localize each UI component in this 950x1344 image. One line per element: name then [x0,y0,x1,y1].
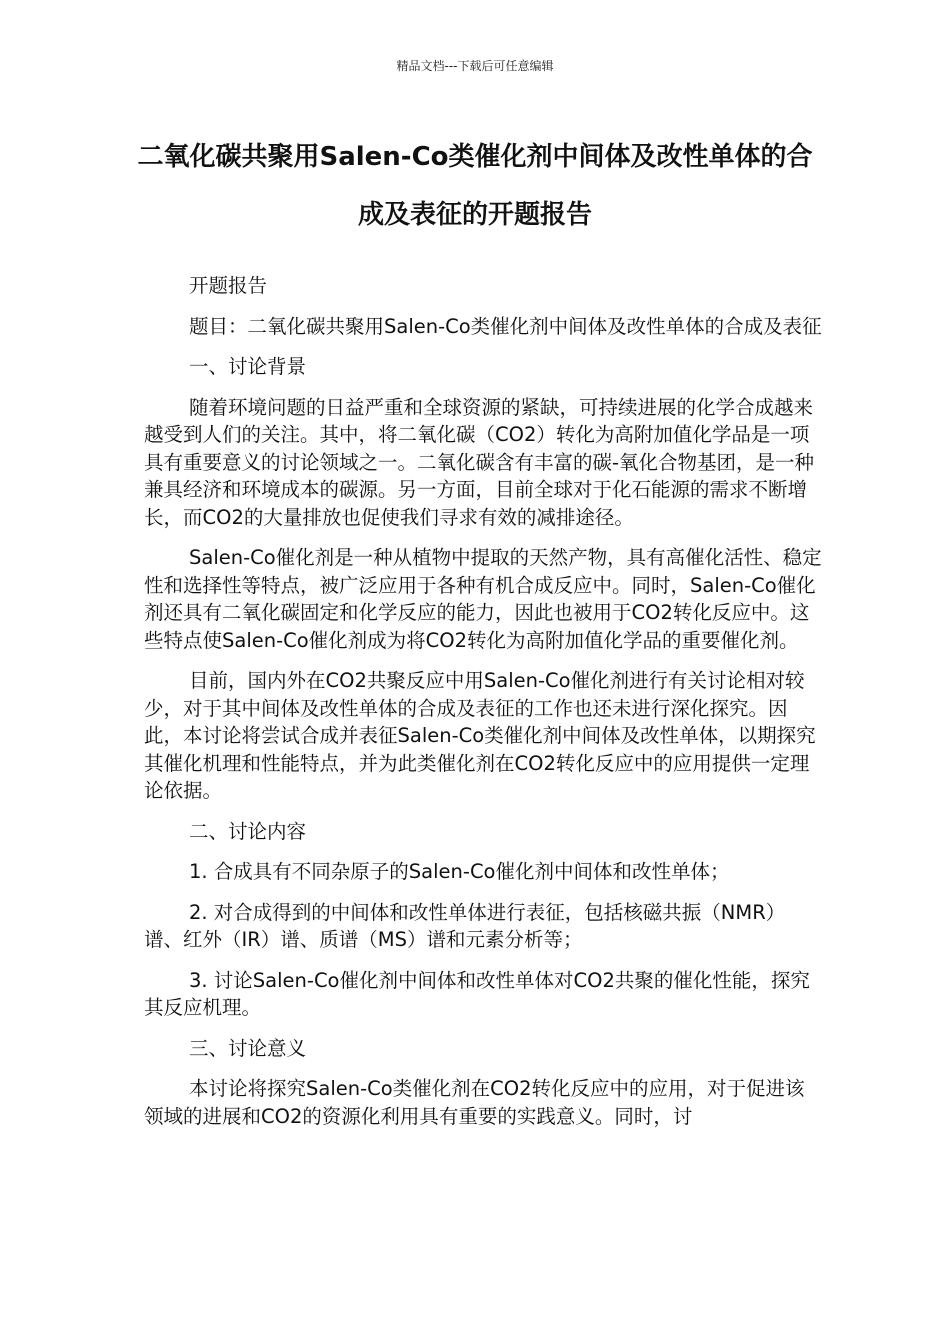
paragraph-report-label: 开题报告 [189,274,268,297]
paragraph-topic: 题目：二氧化碳共聚用Salen-Co类催化剂中间体及改性单体的合成及表征 [189,314,822,338]
document-body [144,272,824,1143]
paragraph-background-1: 随着环境问题的日益严重和全球资源的紧缺，可持续进展的化学合成越来越受到人们的关注。其中，将二氧化碳（CO2）转化为高附加值化学品是一项具有重要意义的讨论领域之一。二氧化碳含有丰富的碳-氧化合物基团，是一种兼具经济和环境成本的碳源。另一方面，目前全球对于化石能源的需求不断增长，而CO2的大量排放也促使我们寻求有效的减排途径。 [144,395,815,529]
list-item-2: 2. 对合成得到的中间体和改性单体进行表征，包括核磁共振（NMR）谱、红外（IR）谱、质谱（MS）谱和元素分析等； [144,900,786,951]
list-item-3: 3. 讨论Salen-Co催化剂中间体和改性单体对CO2共聚的催化性能，探究其反应机理。 [144,968,810,1019]
paragraph-background-2: Salen-Co催化剂是一种从植物中提取的天然产物，具有高催化活性、稳定性和选择性等特点，被广泛应用于各种有机合成反应中。同时，Salen-Co催化剂还具有二氧化碳固定和化学反应的能力，因此也被用于CO2转化反应中。这些特点使Salen-Co催化剂成为将CO2转化为高附加值化学品的重要催化剂。 [144,546,822,652]
paragraph-background-3: 目前，国内外在CO2共聚反应中用Salen-Co催化剂进行有关讨论相对较少，对于其中间体及改性单体的合成及表征的工作也还未进行深化探究。因此，本讨论将尝试合成并表征Salen-Co类催化剂中间体及改性单体，以期探究其催化机理和性能特点，并为此类催化剂在CO2转化反应中的应用提供一定理论依据。 [144,669,816,802]
document-title: 二氧化碳共聚用Salen-Co类催化剂中间体及改性单体的合成及表征的开题报告 [137,142,813,230]
section-heading-significance: 三、讨论意义 [189,1036,307,1060]
page-header-note: 精品文档---下载后可任意编辑 [396,59,554,73]
list-item-1: 1. 合成具有不同杂原子的Salen-Co催化剂中间体和改性单体； [189,860,730,883]
paragraph-significance: 本讨论将探究Salen-Co类催化剂在CO2转化反应中的应用，对于促进该领域的进展和CO2的资源化利用具有重要的实践意义。同时，讨 [144,1077,805,1128]
section-heading-content: 二、讨论内容 [189,819,307,843]
section-heading-background: 一、讨论背景 [189,355,307,378]
